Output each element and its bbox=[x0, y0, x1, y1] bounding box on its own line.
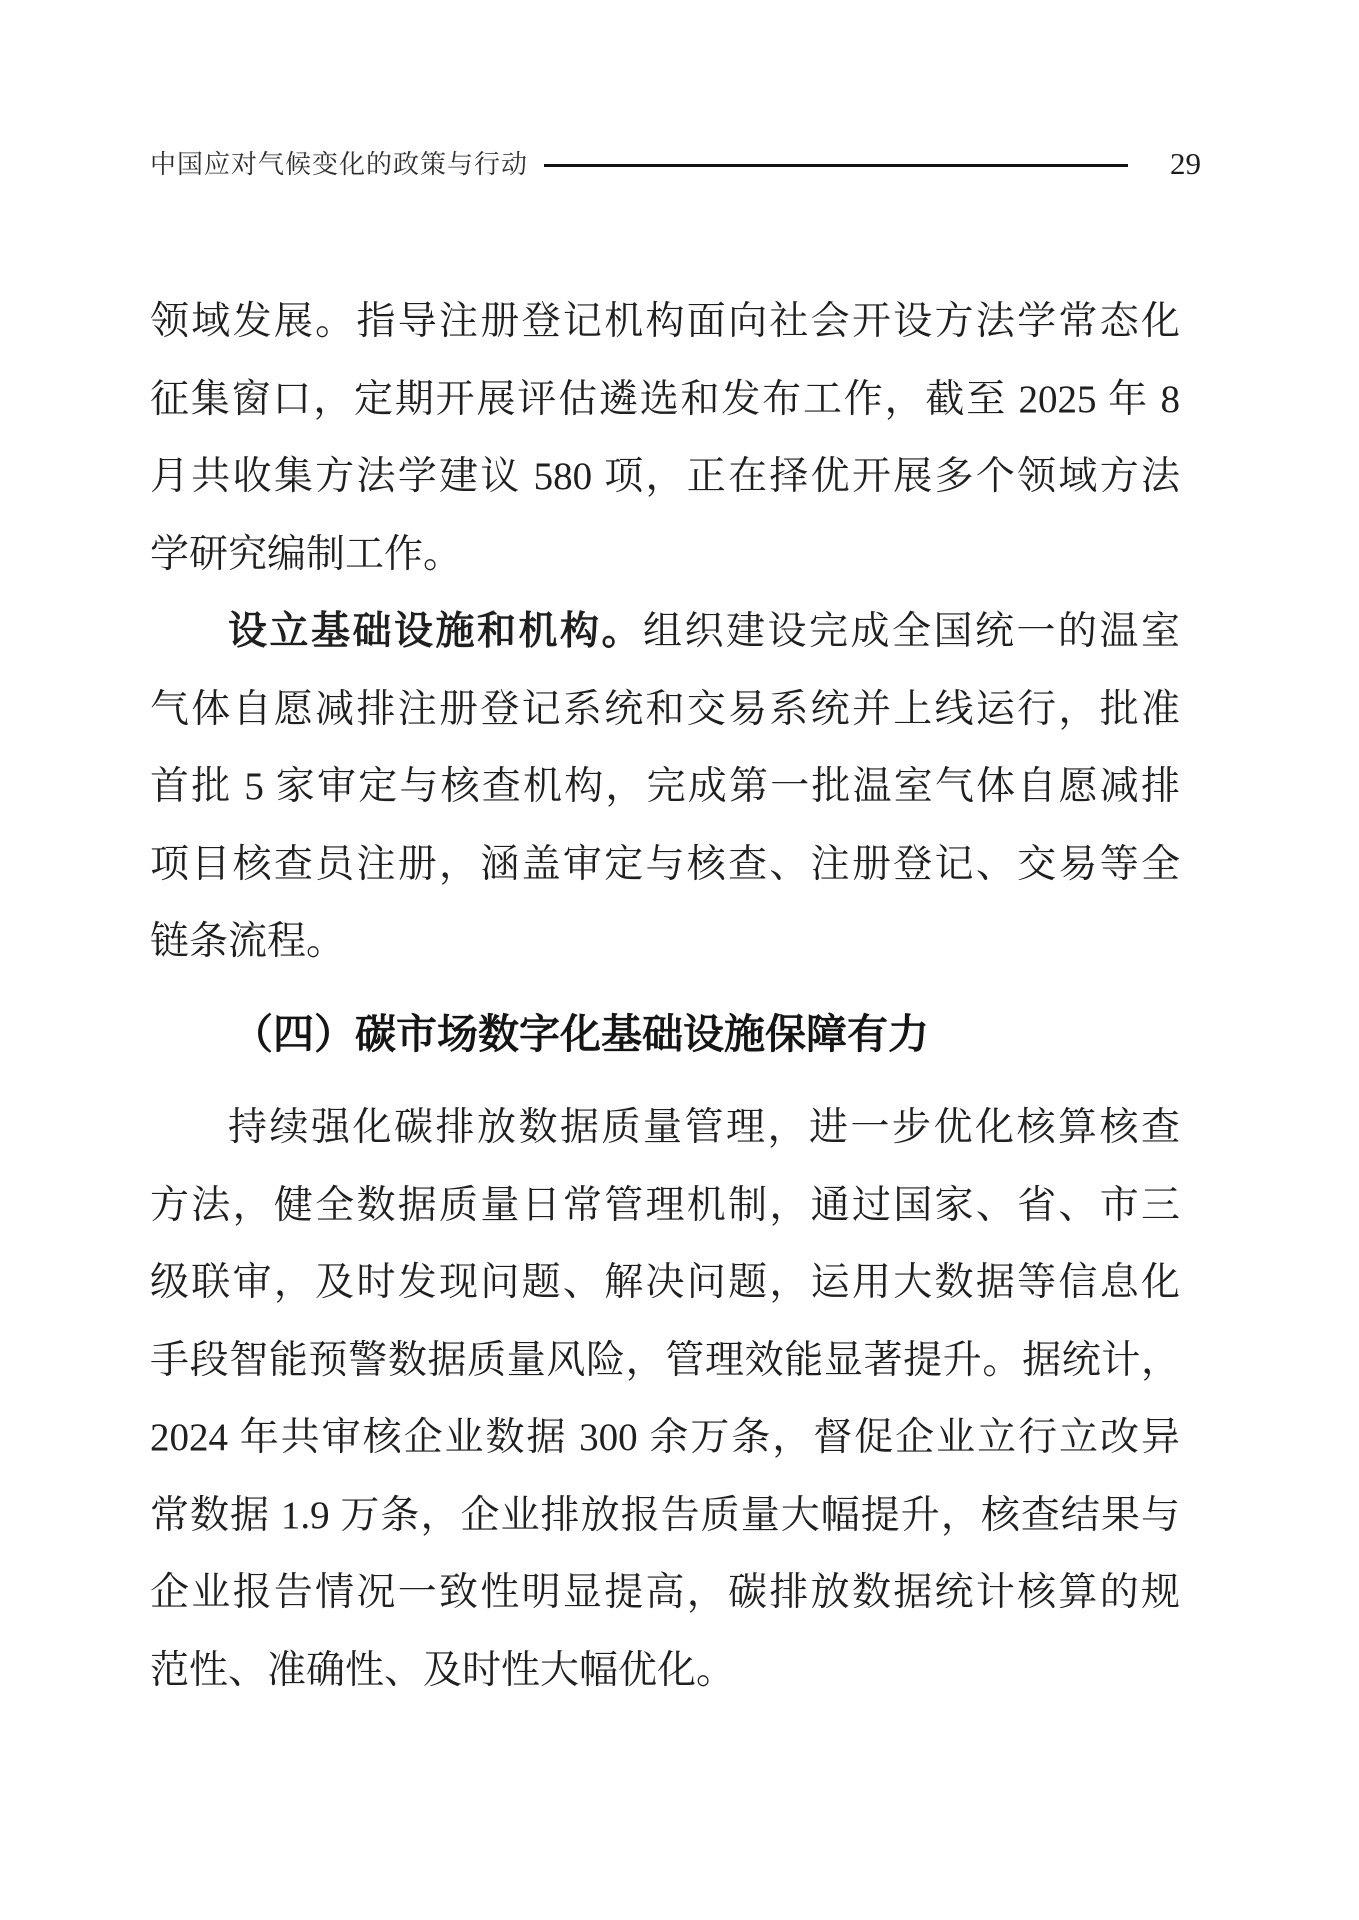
body-line bbox=[150, 593, 1180, 671]
body-line: 持续强化碳排放数据质量管理，进一步优化核算核查 bbox=[228, 1106, 1180, 1149]
body-line: 2024 年共审核企业数据 300 余万条，督促企业立行立改异 bbox=[150, 1416, 1180, 1459]
paragraph-lead-rest: 组织建设完成全国统一的温室 bbox=[643, 610, 1180, 653]
paragraph-1 bbox=[150, 283, 1180, 593]
body-line: 手段智能预警数据质量风险，管理效能显著提升。据统计， bbox=[150, 1338, 1180, 1382]
section-heading: （四）碳市场数字化基础设施保障有力 bbox=[232, 1010, 929, 1057]
body-line: 月共收集方法学建议 580 项，正在择优开展多个领域方法 bbox=[150, 455, 1180, 498]
body-line: 范性、准确性、及时性大幅优化。 bbox=[150, 1648, 736, 1692]
body-line: 企业报告情况一致性明显提高，碳排放数据统计核算的规 bbox=[150, 1571, 1180, 1614]
document-title: 中国应对气候变化的政策与行动 bbox=[150, 148, 529, 179]
paragraph-lead: 设立基础设施和机构。 bbox=[228, 610, 643, 653]
body-line: 学研究编制工作。 bbox=[150, 532, 463, 576]
paragraph-3 bbox=[150, 1089, 1180, 1709]
page-number: 29 bbox=[1170, 146, 1201, 181]
body-line: 气体自愿减排注册登记系统和交易系统并上线运行，批准 bbox=[150, 687, 1180, 731]
body-line: 项目核查员注册，涵盖审定与核查、注册登记、交易等全 bbox=[150, 842, 1180, 886]
body-line: 链条流程。 bbox=[150, 920, 346, 963]
header-rule bbox=[544, 164, 1128, 167]
page-header bbox=[150, 138, 1201, 186]
body-text bbox=[150, 283, 1180, 1709]
body-line: 常数据 1.9 万条，企业排放报告质量大幅提升，核查结果与 bbox=[150, 1493, 1180, 1537]
paragraph-2 bbox=[150, 593, 1180, 981]
body-line: 方法，健全数据质量日常管理机制，通过国家、省、市三 bbox=[150, 1183, 1180, 1227]
body-line: 领域发展。指导注册登记机构面向社会开设方法学常态化 bbox=[150, 300, 1180, 343]
body-line: 首批 5 家审定与核查机构，完成第一批温室气体自愿减排 bbox=[150, 765, 1180, 808]
body-line: 征集窗口，定期开展评估遴选和发布工作，截至 2025 年 8 bbox=[150, 377, 1180, 421]
body-line: 级联审，及时发现问题、解决问题，运用大数据等信息化 bbox=[150, 1261, 1180, 1304]
